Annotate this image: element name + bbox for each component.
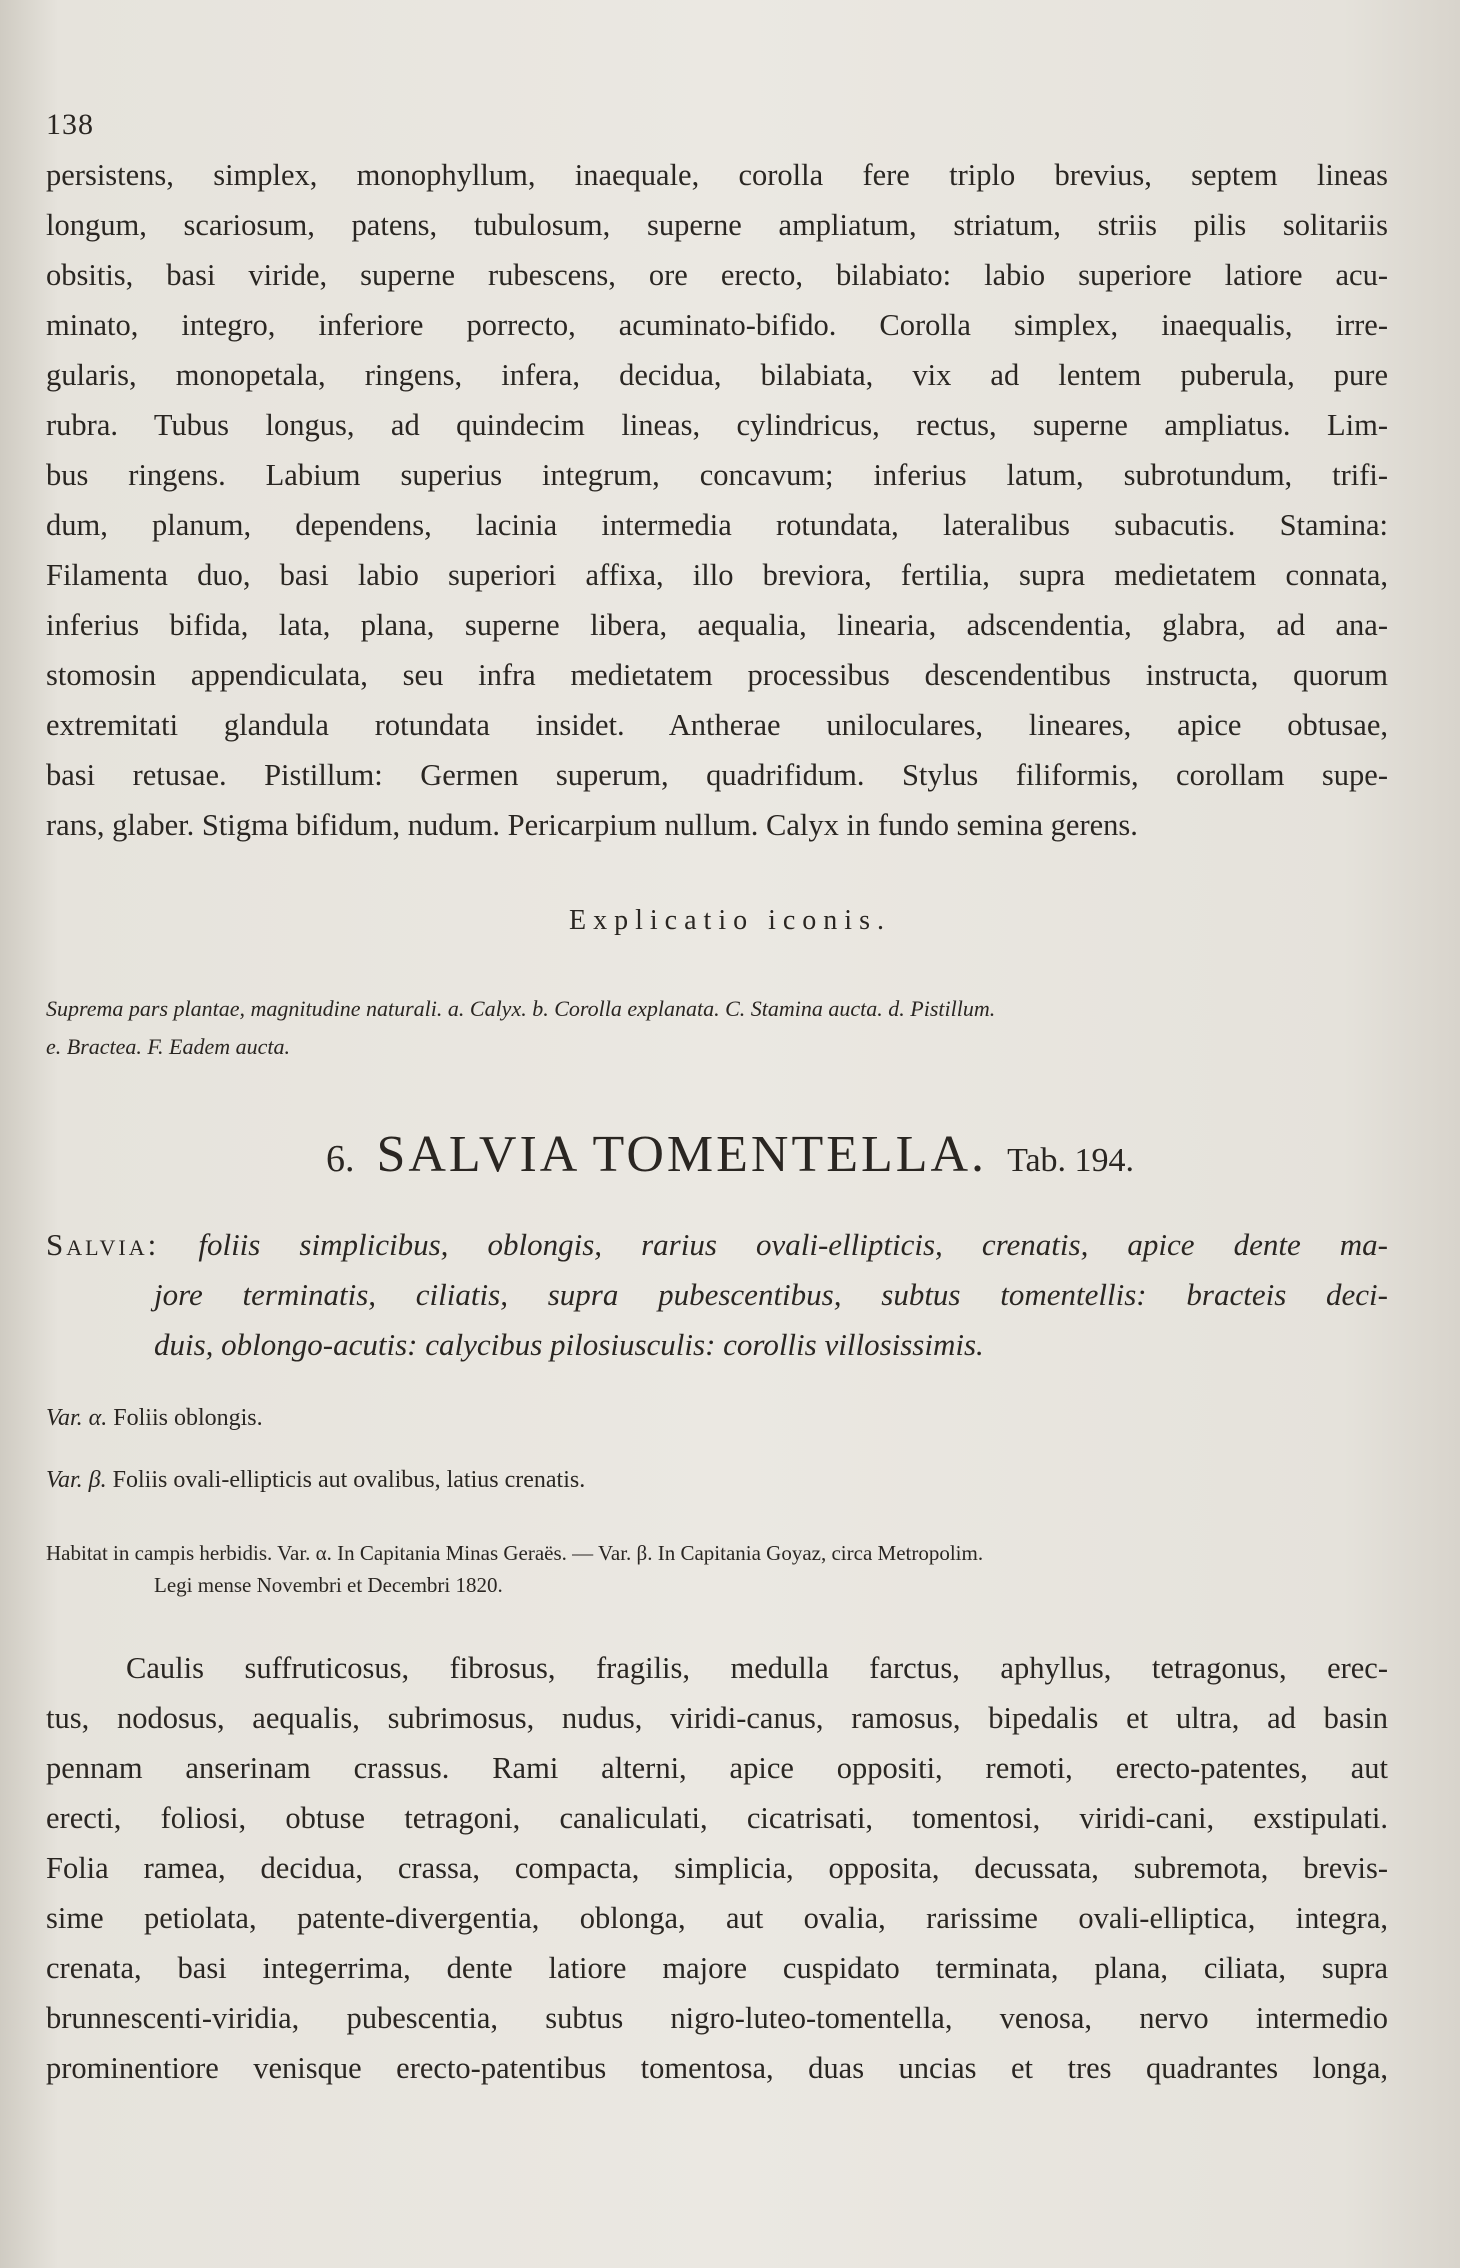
text-line: tus, nodosus, aequalis, subrimosus, nudus, viridi-canus, ramosus, bipedalis et ultra, ad basin [46,1701,1388,1735]
species-name: SALVIA TOMENTELLA. [376,1126,988,1183]
text-line: sime petiolata, patente-divergentia, oblonga, aut ovalia, rarissime ovali-elliptica, integra, [46,1901,1388,1935]
text-line: stomosin appendiculata, seu infra medietatem processibus descendentibus instructa, quorum [46,658,1388,692]
text-line: Folia ramea, decidua, crassa, compacta, simplicia, opposita, decussata, subremota, brevis- [46,1851,1388,1885]
text-line: minato, integro, inferiore porrecto, acuminato-bifido. Corolla simplex, inaequalis, irre- [46,308,1388,342]
figure-caption [46,990,1388,1066]
text-line: pennam anserinam crassus. Rami alterni, apice oppositi, remoti, erecto-patentes, aut [46,1751,1388,1785]
variety-alpha [46,1400,1388,1436]
habitat-note [46,1537,1388,1601]
plate-reference: Tab. 194. [1007,1142,1135,1179]
text-line: rubra. Tubus longus, ad quindecim lineas, cylindricus, rectus, superne ampliatus. Lim- [46,408,1388,442]
text-line: dum, planum, dependens, lacinia intermedia rotundata, lateralibus subacutis. Stamina: [46,508,1388,542]
species-heading [0,1120,1460,1196]
diagnosis-line: Salvia: foliis simplicibus, oblongis, rarius ovali-ellipticis, crenatis, apice dente ma- [46,1227,1388,1262]
explicatio-title: Explicatio iconis. [569,905,891,936]
text-line: persistens, simplex, monophyllum, inaequale, corolla fere triplo brevius, septem lineas [46,158,1388,192]
text-line: crenata, basi integerrima, dente latiore majore cuspidato terminata, plana, ciliata, supra [46,1951,1388,1985]
text-line: extremitati glandula rotundata insidet. Antherae uniloculares, lineares, apice obtusae, [46,708,1388,742]
text-line: brunnescenti-viridia, pubescentia, subtus nigro-luteo-tomentella, venosa, nervo intermedio [46,2001,1388,2035]
text-line: rans, glaber. Stigma bifidum, nudum. Pericarpium nullum. Calyx in fundo semina gerens. [46,808,1138,842]
text-line: Caulis suffruticosus, fibrosus, fragilis, medulla farctus, aphyllus, tetragonus, erec- [126,1651,1388,1685]
species-diagnosis [46,1220,1388,1370]
text-line: erecti, foliosi, obtuse tetragoni, canaliculati, cicatrisati, tomentosi, viridi-cani, exstipulati. [46,1801,1388,1835]
caption-line: Suprema pars plantae, magnitudine naturali. a. Calyx. b. Corolla explanata. C. Stamina aucta. d. Pistillum. [46,996,996,1021]
diagnosis-line: jore terminatis, ciliatis, supra pubescentibus, subtus tomentellis: bracteis deci- [154,1277,1388,1312]
variety-beta [46,1462,1388,1498]
text-line: obsitis, basi viride, superne rubescens, ore erecto, bilabiato: labio superiore latiore acu- [46,258,1388,292]
text-line: bus ringens. Labium superius integrum, concavum; inferius latum, subrotundum, trifi- [46,458,1388,492]
genus-lead: Salvia: [46,1227,160,1262]
habitat-line: Habitat in campis herbidis. Var. α. In Capitania Minas Geraës. — Var. β. In Capitania Goyaz, circa Metropolim. [46,1541,984,1565]
description-continued [46,150,1388,850]
variety-text: Foliis oblongis. [113,1405,263,1431]
text-line: gularis, monopetala, ringens, infera, decidua, bilabiata, vix ad lentem puberula, pure [46,358,1388,392]
caption-line: e. Bractea. F. Eadem aucta. [46,1034,290,1059]
text-line: Filamenta duo, basi labio superiori affixa, illo breviora, fertilia, supra medietatem connata, [46,558,1388,592]
species-number: 6. [325,1138,355,1180]
diagnosis-line: duis, oblongo-acutis: calycibus pilosiusculis: corollis villosissimis. [154,1327,984,1362]
page-number: 138 [46,108,94,141]
text-line: longum, scariosum, patens, tubulosum, superne ampliatum, striatum, striis pilis solitariis [46,208,1388,242]
variety-text: Foliis ovali-ellipticis aut ovalibus, latius crenatis. [112,1467,586,1493]
habitat-line: Legi mense Novembri et Decembri 1820. [154,1573,503,1597]
variety-label: Var. β. [46,1467,107,1493]
variety-label: Var. α. [46,1405,108,1431]
text-line: prominentiore venisque erecto-patentibus tomentosa, duas uncias et tres quadrantes longa, [46,2051,1388,2085]
text-line: inferius bifida, lata, plana, superne libera, aequalia, linearia, adscendentia, glabra, ad ana- [46,608,1388,642]
species-description [46,1643,1388,2093]
text-line: basi retusae. Pistillum: Germen superum, quadrifidum. Stylus filiformis, corollam supe- [46,758,1388,792]
